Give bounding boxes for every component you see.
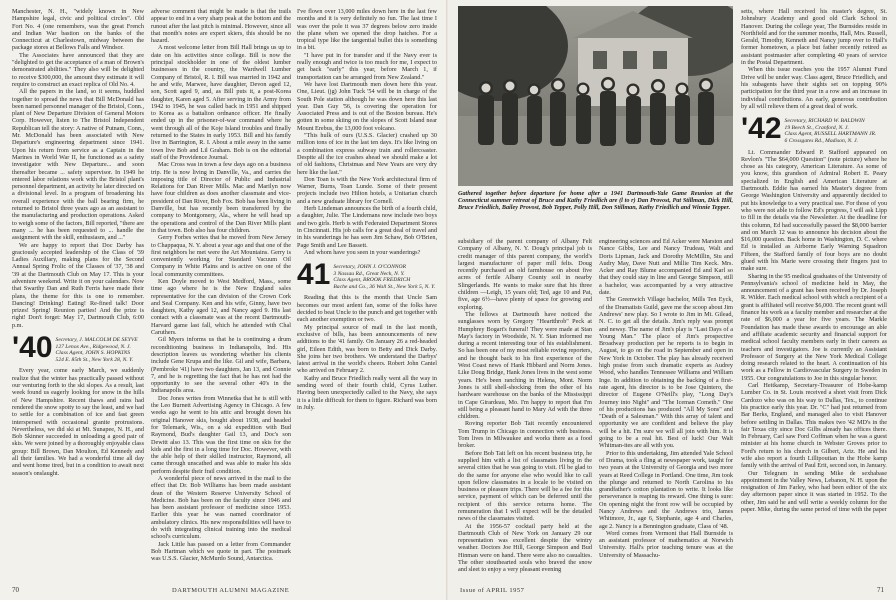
paragraph: Kathy and Bruce Friedlich really went all the way in sending word of their fourth child, Cyrus Luther. Having been unexpectedly called to the Navy, she says it is a little difficult for them to figure. Richard was born in July. xyxy=(297,374,437,411)
paragraph: Every year, come early March, we suddenly realize that the winter has practically passed without our venturing forth to the ski slopes. As a result, last week found us eagerly looking for snow in the hills of New Hampshire. Recent thaws and rains had rendered the snow spotty to say the least, and we had to settle for a combination of ice and fast green interspersed with occasional granite protrusions. Nevertheless, we did ski at Mt. Sunapee, N. H., and Bob Skinner succeeded in unloading a good pair of skis. We were joined by a thoroughly enjoyable class group: Bill Brown, Dan Moulton, Ed Kennedy and all their families. We had a wonderful time all day and went home tired, but in a condition to await next season's onslaught. xyxy=(12,367,144,477)
paragraph: "This hulk of ours (U.S.S. Glacier) crashed up 30 million tons of ice in the last ten days. It's like living on a combination express subway train and rollercoaster. Despite all the ice crashes ahead we should make a lot of old fashions, Christmas and New Years are very dry here like the last." xyxy=(297,132,437,176)
paragraph: Roving reporter Bob Tait recently encountered Tom Trump in Chicago in connection with business. Tom lives in Milwaukee and works there as a food broker. xyxy=(458,420,592,450)
paragraph: Gerry Forbes writes that he moved from New Jersey to Chappaqua, N. Y. about a year ago and that one of the first neighbors he met were the Art Mountains. Gerry is conveniently working for Standard Vacuum Oil Company in White Plains and is active on one of the local community committees. xyxy=(151,234,291,278)
right-column-3 xyxy=(741,8,887,513)
right-column-1 xyxy=(458,238,592,574)
page-number-left: 70 xyxy=(12,586,19,594)
class-number: 41 xyxy=(297,258,331,292)
paragraph: Word comes from Vermont that Hall Burnside is an assistant professor of mathematics at Norwich University. Hall's prior teaching tenure was at the University of Massachu- xyxy=(599,529,733,559)
paragraph: Carl Heitkamp, Secretary-Treasurer of Hobe-kamp Lumber Co. in St. Louis received a short visit from Dick Cardozo who was on his way to Dallas, Tex., to continue his practice early this year. Dr. "C" had just returned from Bar Berks, England, and managed also to visit Hanover before settling in Dallas. This makes two '42 MD's in the fair Texas city since Doc Gilbs already has offices there. In February, Carl saw Ford Coffman when he was a guest minister at his home church in Webster Groves prior to Ford's return to his church in Gilbert, Ariz. He and his wife also report a fourth Lillipoutian in the Hobe kamp family with the arrival of Paul Erit, second son, in January. xyxy=(741,382,887,470)
paragraph: My principal source of mail in the last month, exclusive of bills, has been announcements of new additions to the '41 family. On January 26 a red-headed girl, Eileen Edith, was born to Betty and Dick Darby. She joins her two brothers. We understand the Darbys' latest arrival in the world's cheers. Robert John Cantel who arrived on February 2. xyxy=(297,323,437,375)
paragraph: Jack Little has passed on a letter from Commander Bob Hartman which we quote in part. The postmark was U.S.S. Glacier, McMurdo Sound, Antarctica. xyxy=(151,540,291,563)
class-officers xyxy=(333,262,435,290)
paragraph: We have lost Dartmouth men down here this year. One, Lieut. (jg) John Tuck '54 will be in charge of the South Pole station although he was down here this last year. Dan Guy '56, is covering the operation for Associated Press and is out of the Boston bureau. He's gotten in some skiing on the slopes of Scott Island near Mount Erebus, the 13,000 foot volcano. xyxy=(297,80,437,132)
class-1941-heading xyxy=(297,258,437,292)
group-photo-image xyxy=(458,6,733,186)
class-officers xyxy=(785,116,877,144)
paragraph: A most welcome letter from Bill Hall brings us up to date on his activities since college. Bill is now the principal stockholder in one of the oldest lumber businesses in the country, the Wardwell Lumber Company of Bristol, R. I. Bill was married in 1942 and he and wife, Marwee, have daughter, Devon aged 12, son, Scott aged 9, and, as Bill puts it, a post-Korea daughter, Karen aged 5. After serving in the Army from 1942 to 1945, he was called back in 1951 and shipped to Korea as a battalion ordnance officer. He finally ended up in the prisoner-of-war command where he went through all of the Koje Island troubles and finally returned to the States in early 1953. Bill and his family live in Barrington, R. I. About a mile away in the same town live Bob and Lil Graham. Bob is on the editorial staff of the Providence Journal. xyxy=(151,44,291,161)
paragraph: Prior to this undertaking, Jim attended Yale School of Drama, took a fling at newspaper work, taught for two years at the University of Georgia and two more years at Reed College in Portland. One time, Jim took the plunge and returned to North Carolina to his grandfather's cotton plantation to write. It looks like perseverance is reaping its reward. One thing is sure: On opening night the front row will be occupied by Nancy Andrews and the Andrews trio, James Whitmore, Jr., age 6, Stephanie, age 4 and Charles, age 2. Nancy is a Bennington graduate, Class of '48. xyxy=(599,449,733,530)
paragraph: adverse comment that might be made is that the trails appear to end in a very sharp peak at the bottom and the runout after the last pitch is minimal. However, since all that month's notes are expert skiers, this should be no hazard. xyxy=(151,8,291,45)
class-1940-heading xyxy=(12,331,144,365)
running-title-left: DARTMOUTH ALUMNI MAGAZINE xyxy=(172,587,290,594)
class-number: '42 xyxy=(741,112,782,146)
secretary-name: Secretary, J. MALCOLM DE SEYVE xyxy=(55,337,138,344)
left-column-1 xyxy=(12,8,144,477)
paragraph: The Greenwich Village bachelor, Mills Ten Eyck, of the Dramatists Guild, gave me the scoop about Jim Andrews' new play. So I wrote to Jim in Mt. Gilead, N. C. to get all the details. Jim's reply was prompt and newsy. The name of Jim's play is "Last Days of a Young Man." The place of Jim's prospective Broadway production per he reports is to begin in August, to go on the road in September and open in New York in October. The play has already received high praise from such dramatic experts as Audrey Wood, who handles Tennessee Williams and William Inge. In addition to obtaining the backing of a first-rate agent, his director is to be Jose Quintero, the director of Eugene O'Neill's play, "Long Day's Journey into Night" and "The Iceman Cometh." One of his productions has produced "All My Sons" and "Death of a Salesman." With this array of talent and opportunity we are confident and believe the play will be a hit. I'm sure we will all join with him. It is going to be a real hit. Best of luck! Our Walt Whitman-ites are all with you. xyxy=(599,296,733,450)
reunion-photo xyxy=(458,6,733,186)
class-number: '40 xyxy=(12,331,53,365)
photo-caption: Gathered together before departure for home after a 1941 Dartmouth-Yale Game Reunion at the Connecticut summer retreat of Bruce and Kathy Friedlich are (l to r) Dan Provost, Pat Stillman, Dick Hill, Bruce Friedlich, Bailey Provost, Bob Tepper, Polly Hill, Don Stillman, Kathy Friedlich and Winnie Tepper. xyxy=(458,190,733,212)
right-column-2 xyxy=(599,238,733,559)
paragraph: Manchester, N. H., "widely known in New Hampshire legal, civic and political circles". Old Fort No. 4 (one remembers, was the great French and Indian War bastion on the banks of the Connecticut at Charlestown, midway between the package stores at Bellows Falls and Windsor. xyxy=(12,8,144,52)
paragraph: Don Toan is with the New York architectural firm of Warner, Burns, Toan Lunde. Some of their present projects include two Hilton hotels, a Unitarian church and a new graduate library for Cornell. xyxy=(297,175,437,205)
paragraph: subsidiary of the parent company of Albany Felt Company of Albany, N. Y. Doug's principal job is credit manager of this parent company, the world's largest manufacturer of paper mill felts. Doug recently purchased an old farmhouse on about five acres of fertile Albany County soil in nearby Slingerlands. He wants to make sure that his three children —Leigh, 15 years old; Ted, age 10 and Pat, five, age 6½—have plenty of space for growing and exploring. xyxy=(458,238,592,311)
paragraph: The fellows at Dartmouth have noticed the sunglasses worn by Gregory "Heartthrob" Peck at Humphrey Bogart's funeral! They were made at Stan May's factory in Woodside, N. Y. Stan informed me during a recent interesting tour of his establishment. So has been one of my most reliable roving reporters, and he thought back to his first experience of the West Coast news of Hank Hibbard and Norm Jones. Like Doug Bridge, Hank Jones lives in the west some years. He's been ranching in Helena, Mont. Norm Jones is still shell-shocking from the other of his hardware warehouse on the banks of the Mississippi in Cape Girardeau, Mo. I'm happy to report that I'm still being a pleasant hand to Mary Ad with the three children. xyxy=(458,310,592,421)
paragraph: At the 1956-57 cocktail party held at the Dartmouth Club of New York on January 29 our representation was excellent despite the wintry weather. Doctors Joe Hill, George Simpson and Bud Hinman were on hand. There were also no casualties. The other stouthearted souls who braved the snow and sleet to enjoy a very pleasant evening xyxy=(458,522,592,574)
class-agent-name: Class Agent, BROOK FREDRICH xyxy=(333,277,411,284)
paragraph: Herb Lindeman announces the birth of a fourth child, a daughter, Julie. The Lindemans now include two boys and two girls. Herb is with Federated Department Stores in Cincinnati. His job calls for a great deal of travel and in his wanderings he has seen Jim Schaw, Bob O'Brien, Page Smith and Lee Bassett. xyxy=(297,205,437,249)
paragraph: All the papers in the land, so it seems, huddled together to spread the news that Bill McDonald has been named personnel manager of the Bristol, Conn., plant of New Departure Division of General Motors Corp. However, listen to The Bristol Independent Republican tell the story: A native of Putnam, Conn., Mr. McDonald has been associated with New Departure's engineering department since 1941. Upon his return from service as a Captain in the Marines in World War II, he functioned as a safety investigator with New Departure... and soon thereafter became ... safety supervisor. In 1949 he entered labor relations work with the Bristol plant's personnel department, an activity he later directed on a divisional level. In a program of broadening his overall experience with the ball bearing firm, he returned to Bristol three years ago as an assistant to the manufacturing and production operations. Asked to weigh some of the factors, Bill reported, "there are many ... he has been requested to ... handle the assignment with the skill, enthusiasm, and ..." xyxy=(12,88,144,242)
paragraph: Reading that this is the month that Uncle Sam becomes our most ardent fan, some of the folks have decided to beat Uncle to the punch and get together with each another exemption or two. xyxy=(297,294,437,324)
paragraph: "I have put in for transfer and if the Navy ever is really enough and twice is too much for me, I expect to get back "early" this year, before March 1, if transportation can be arranged from New Zealand." xyxy=(297,51,437,81)
class-agent-address: 524 E. 85th St., New York 28, N. Y. xyxy=(55,356,134,363)
paragraph: Doc Jones writes from Winnetka that he is still with the Leo Burnett Advertising Agency in Chicago. A few weeks ago he went to his attic and brought down his original Hanover skis, bought about 1938, and headed for Telemark, Wis., on a ski expedition with Bud Raymond, Bud's daughter Gail 13, and Doc's son Dewitt also 13. This was the first time on skis for the kids and the first in a long time for Doc. However, with the able help of their skilled instructor, Raymond, all came through unscathed and was able to make his skis perform despite their frail condition. xyxy=(151,394,291,475)
page-number-right: 71 xyxy=(877,586,884,594)
secretary-address: 127 Lenox Ave., Ridgewood, N. J. xyxy=(55,343,131,350)
left-column-2 xyxy=(151,8,291,563)
secretary-address: 19 Beech St., Cranford, N. J. xyxy=(784,124,849,131)
secretary-name: Secretary, RICHARD W. BALDWIN xyxy=(784,118,865,125)
paragraph: setts, where Hall received his master's degree, St. Johnsbury Academy and good old Clark School in Hanover. During the college year, The Burnsides reside in Northfield and for the summer months, Hall, Mrs. Russell, Gerald, Timothy, Kenneth and Nancy jump over to Hall's former hometown, a place but father recently retired as assistant postmaster after completing 40 years of service in the Postal Department. xyxy=(741,8,887,67)
secretary-name: Secretary, JOHN J. O'CONNOR xyxy=(333,264,406,271)
paragraph: We are happy to report that Doc Darby has graciously accepted leadership of the Class of '39 Ladies Auxiliary, making plans for the Second Annual Spring Frolic of the Classes of '37, '38 and '39 at the Dartmouth Club on May 17. This is your adventure weekend. Write it on your calendars. Now that Swarthy Dan and Ruth Ferris have made their plans, the theme for this is one to remember. Dancing! Drinking! Eating! Re-fined talk! Door prizes! Spring! Reunion parties! And the prize is right! Don't forget: May 17, Dartmouth Club, 6:00 p.m. xyxy=(12,241,144,329)
paragraph: Before Bob Tait left on his recent business trip, he supplied him with a list of classmates living in the several cities that he was going to visit. I'll be glad to do the same for anyone else who would like to call upon fellow classmates in a locale to be visited on business or pleasure trips. There will be a fee for this service, payment of which can be deferred until the recipient of this service returns home. The remuneration that I will expect will be the detailed news of the classmates visited. xyxy=(458,449,592,523)
secretary-address: 3 Nassau Rd., Great Neck, N. Y. xyxy=(333,270,405,277)
class-agent-address: Bache and Co., 36 Wall St., New York 5, N. Y. xyxy=(333,283,436,290)
paragraph: When this issue reaches you the 1957 Alumni Fund Drive will be under way. Class agent, Bruce Friedlich, and his subagents have their sights set on topping 90% participation for the third year in a row and an increase in individual contributions. An early, generous contribution by all will relieve them of a great deal of work. xyxy=(741,66,887,110)
paragraph: Gil Myers informs us that he is continuing a drum reconditioning business in Indianapolis, Ind. His description leaves us wondering whether his clients include Gene Krupa and the like. Gil and wife, Barbara, (Pembroke '41) have two daughters, Jan 13, and Connie 7, and he is regretting the fact that he has not had the opportunity to see the several other 40's in the Indianapolis area. xyxy=(151,336,291,395)
paragraph: Lt. Commander Edward P. Stafford appeared on Revlon's "The $64,000 Question" (note picture) where he chose as his category, American Literature. As some of you know, this grandson of Admiral Robert E. Peary specialized in English and American Literature at Dartmouth. Eddie has earned his Master's degree from George Washington University and apparently decided to put his knowledge to a very practical use. For those of you who were not able to follow Ed's progress, I will ask Lipp to fill in the details via the Newsletter. At the deadline for this column, Ed had successfully passed the $8,000 barrier and on March 12 was to announce his decision about the $16,000 question. Back home in Washington, D. C. where Ed is installed as Airborne Early Warning Squadron Fifteen, the Stafford family of four boys are no doubt glued with his Marie were crossing their fingers just to make sure. xyxy=(741,148,887,273)
paragraph: The Associates have announced that they are "delighted to get the acceptance of a man of Brown's demonstrated abilities." They also will be delighted to receive $300,000, the amount they estimate it will require to construct an exact replica of Old No. 4. xyxy=(12,51,144,88)
left-column-3 xyxy=(297,8,437,411)
paragraph: A wonderful piece of news arrived in the mail to the effect that Dr. Bob Williams has been made assistant dean of the Western Reserve University School of Medicine. Bob has been on the faculty since 1946 and has been assistant professor of medicine since 1953. Earlier this year he was named coordinator of ambulatory clinics. His new responsibilities will have to do with integrating clinical training into the medical school's curriculum. xyxy=(151,475,291,541)
paragraph: And whom have you seen in your wanderings? xyxy=(304,248,421,256)
right-page xyxy=(448,0,896,600)
running-title-right: Issue of APRIL 1957 xyxy=(460,587,525,594)
paragraph: I've flown over 13,000 miles down here in the last few months and it is very definitely no fun. The last time I was over the pole it was 37 degrees below zero inside the plane when we opened the drop hatches. For a tropical type like the tangential bullet this is something in a bit. xyxy=(297,8,437,52)
class-1942-heading xyxy=(741,112,887,146)
class-officers xyxy=(56,335,138,363)
paragraph: Mac Cross was in town a few days ago on a business trip. He is now living in Danville, Va., and carries the imposing title of Director of Public and Industrial Relations for Dan River Mills. Mac and Marilyn now have four children as does another classmate and vice-president of Dan River, Bob Fox. Bob has been living in Danville, but has recently been transferred by the company to Montgomery, Ala., where he will head up the operations and control of the Dan River Mills plant in that town. Bob also has four children. xyxy=(151,161,291,234)
class-agent-name: Class Agent, RUSSELL HARTMANN JR. xyxy=(784,131,877,138)
paragraph: Our Telegram in sending Mike de sexhabase appointment in the Valley News, Lebanon, N. H. upon the resignation of Jim Farley, who had been editor of the six day afternoon paper since it was started in 1952. To the other, Jim said he and will write a weekly column for the paper. Mike, during the same period of time with the paper xyxy=(741,469,887,514)
paragraph: Ken Doyle moved to West Medford, Mass., some time ago where he is the New England sales representative for the can division of the Crown Cork and Seal Company. Ken and his wife, Ginny, have two daughters, Kathy aged 12, and Nancy aged 9. His last contact with a classmate was at the recent Dartmouth-Harvard game last fall, which he attended with Chal Caruthers. xyxy=(151,277,291,337)
class-agent-name: Class Agent, JOHN S. HOPKINS xyxy=(55,350,130,357)
class-agent-address: 6 Crossgates Rd., Madison, N. J. xyxy=(784,137,858,144)
paragraph: Sharing in the 95 medical graduates of the University of Pennsylvania's school of medicine held in May, the announcement of a grant has been received by Dr. Joseph R. Wilder. Each medical school with which a recipient of a grant is affiliated will receive $6,000. The recent grant will finance his work as a faculty member and researcher at the rate of $6,000 a year for five years. The Markle Foundation has made these awards to encourage an able and affiliate academic security and financial support for medical school faculty members early in their careers as teachers and investigators. Joe is currently an Assistant Professor of Surgery at the New York Medical College doing research related to the heart. A continuation of his work as a Fellow in Cardiovascular Surgery in Sweden in 1955. Our congratulations to Joe in this singular honor. xyxy=(741,272,888,382)
paragraph: engineering sciences and Ed Acker were Marston and Nance Gibbs, Lee and Nancy Trudeau, Walt and Doris Lipman, Jack and Dorothy McMillin, Stu and Audry May, Dave Nutt and Millie Tim Keck. Mrs. Acker and Ray Blume accompanied Ed and Karl so that they could stay in line and George Simpson, still a bachelor, was accompanied by a very attractive date. xyxy=(599,238,733,297)
